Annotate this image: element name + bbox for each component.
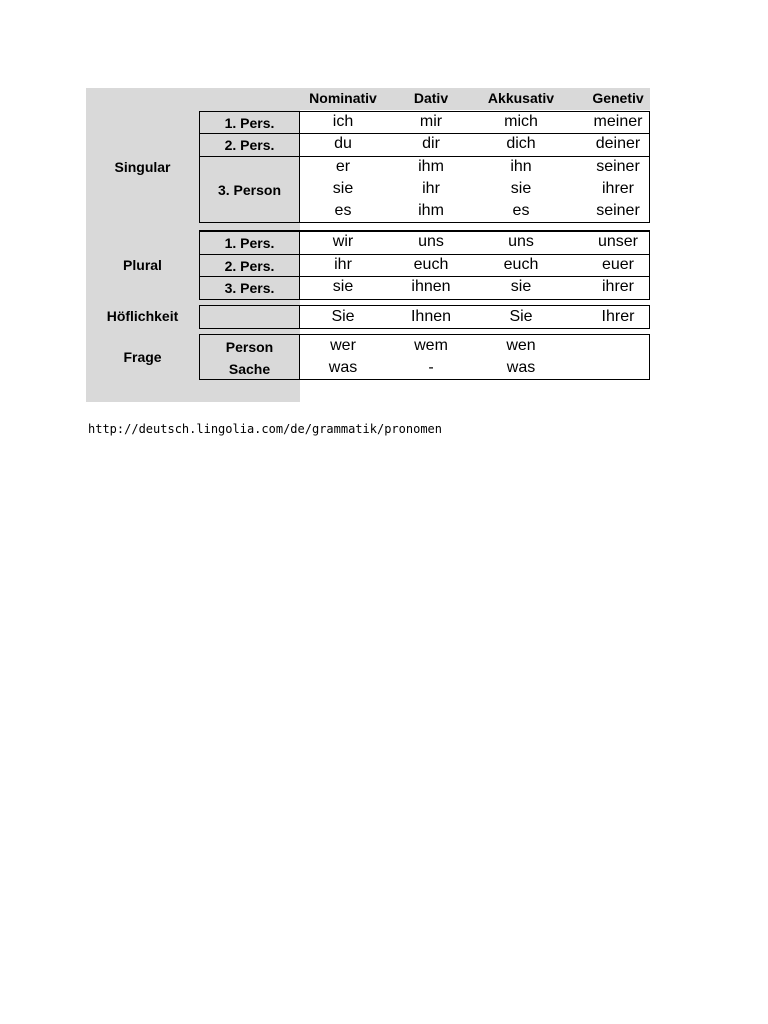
divider	[199, 156, 650, 157]
row-label-pl-p1: 1. Pers.	[224, 235, 275, 251]
cell: deiner	[595, 135, 641, 152]
divider	[199, 133, 650, 134]
cell: Sie	[331, 308, 355, 325]
cell: wen	[506, 337, 536, 354]
row-label-sg-p3: 3. Person	[217, 182, 282, 198]
cell: uns	[418, 233, 444, 250]
cell: ihm	[418, 202, 444, 219]
cell: Ihnen	[410, 308, 452, 325]
row-label-pl-p3: 3. Pers.	[224, 280, 275, 296]
cell: wir	[332, 233, 354, 250]
cell: wem	[414, 337, 448, 354]
hoeflichkeit-sublabel-bg	[199, 305, 300, 329]
cell: euch	[503, 256, 539, 273]
divider	[199, 276, 650, 277]
group-label-frage: Frage	[123, 349, 162, 365]
row-label-frage-person: Person	[225, 339, 274, 355]
row-label-pl-p2: 2. Pers.	[224, 258, 275, 274]
header-akkusativ: Akkusativ	[487, 90, 555, 106]
cell: sie	[332, 180, 354, 197]
cell: ihrer	[601, 180, 634, 197]
cell: Ihrer	[601, 308, 635, 325]
row-label-frage-sache: Sache	[228, 361, 271, 377]
cell: es	[334, 202, 352, 219]
cell: euer	[601, 256, 635, 273]
cell: seiner	[596, 202, 640, 219]
cell: sie	[332, 278, 354, 295]
cell: Sie	[509, 308, 533, 325]
cell: -	[428, 359, 434, 376]
cell: euch	[413, 256, 449, 273]
group-label-plural: Plural	[123, 257, 162, 273]
group-label-hoeflichkeit: Höflichkeit	[106, 308, 179, 324]
cell: was	[506, 359, 536, 376]
cell: dir	[422, 135, 440, 152]
cell: ihm	[418, 158, 444, 175]
group-label-singular: Singular	[114, 159, 171, 175]
divider	[199, 254, 650, 255]
row-label-sg-p1: 1. Pers.	[224, 115, 275, 131]
cell: er	[335, 158, 351, 175]
cell: mir	[419, 113, 443, 130]
cell: ihr	[422, 180, 440, 197]
cell: es	[512, 202, 530, 219]
header-nominativ: Nominativ	[309, 90, 377, 106]
row-label-sg-p2: 2. Pers.	[224, 137, 275, 153]
cell: uns	[508, 233, 534, 250]
cell: mich	[504, 113, 538, 130]
header-dativ: Dativ	[413, 90, 449, 106]
cell: was	[328, 359, 358, 376]
cell: ich	[332, 113, 354, 130]
cell: dich	[506, 135, 536, 152]
cell: sie	[510, 180, 532, 197]
source-url[interactable]: http://deutsch.lingolia.com/de/grammatik/pronomen	[88, 422, 443, 436]
cell: du	[334, 135, 352, 152]
cell: ihn	[510, 158, 532, 175]
cell: ihr	[334, 256, 352, 273]
cell: sie	[510, 278, 532, 295]
cell: seiner	[596, 158, 640, 175]
header-genetiv: Genetiv	[592, 90, 644, 106]
cell: meiner	[593, 113, 643, 130]
cell: wer	[330, 337, 356, 354]
cell: ihnen	[411, 278, 451, 295]
cell: unser	[597, 233, 639, 250]
cell: ihrer	[601, 278, 634, 295]
